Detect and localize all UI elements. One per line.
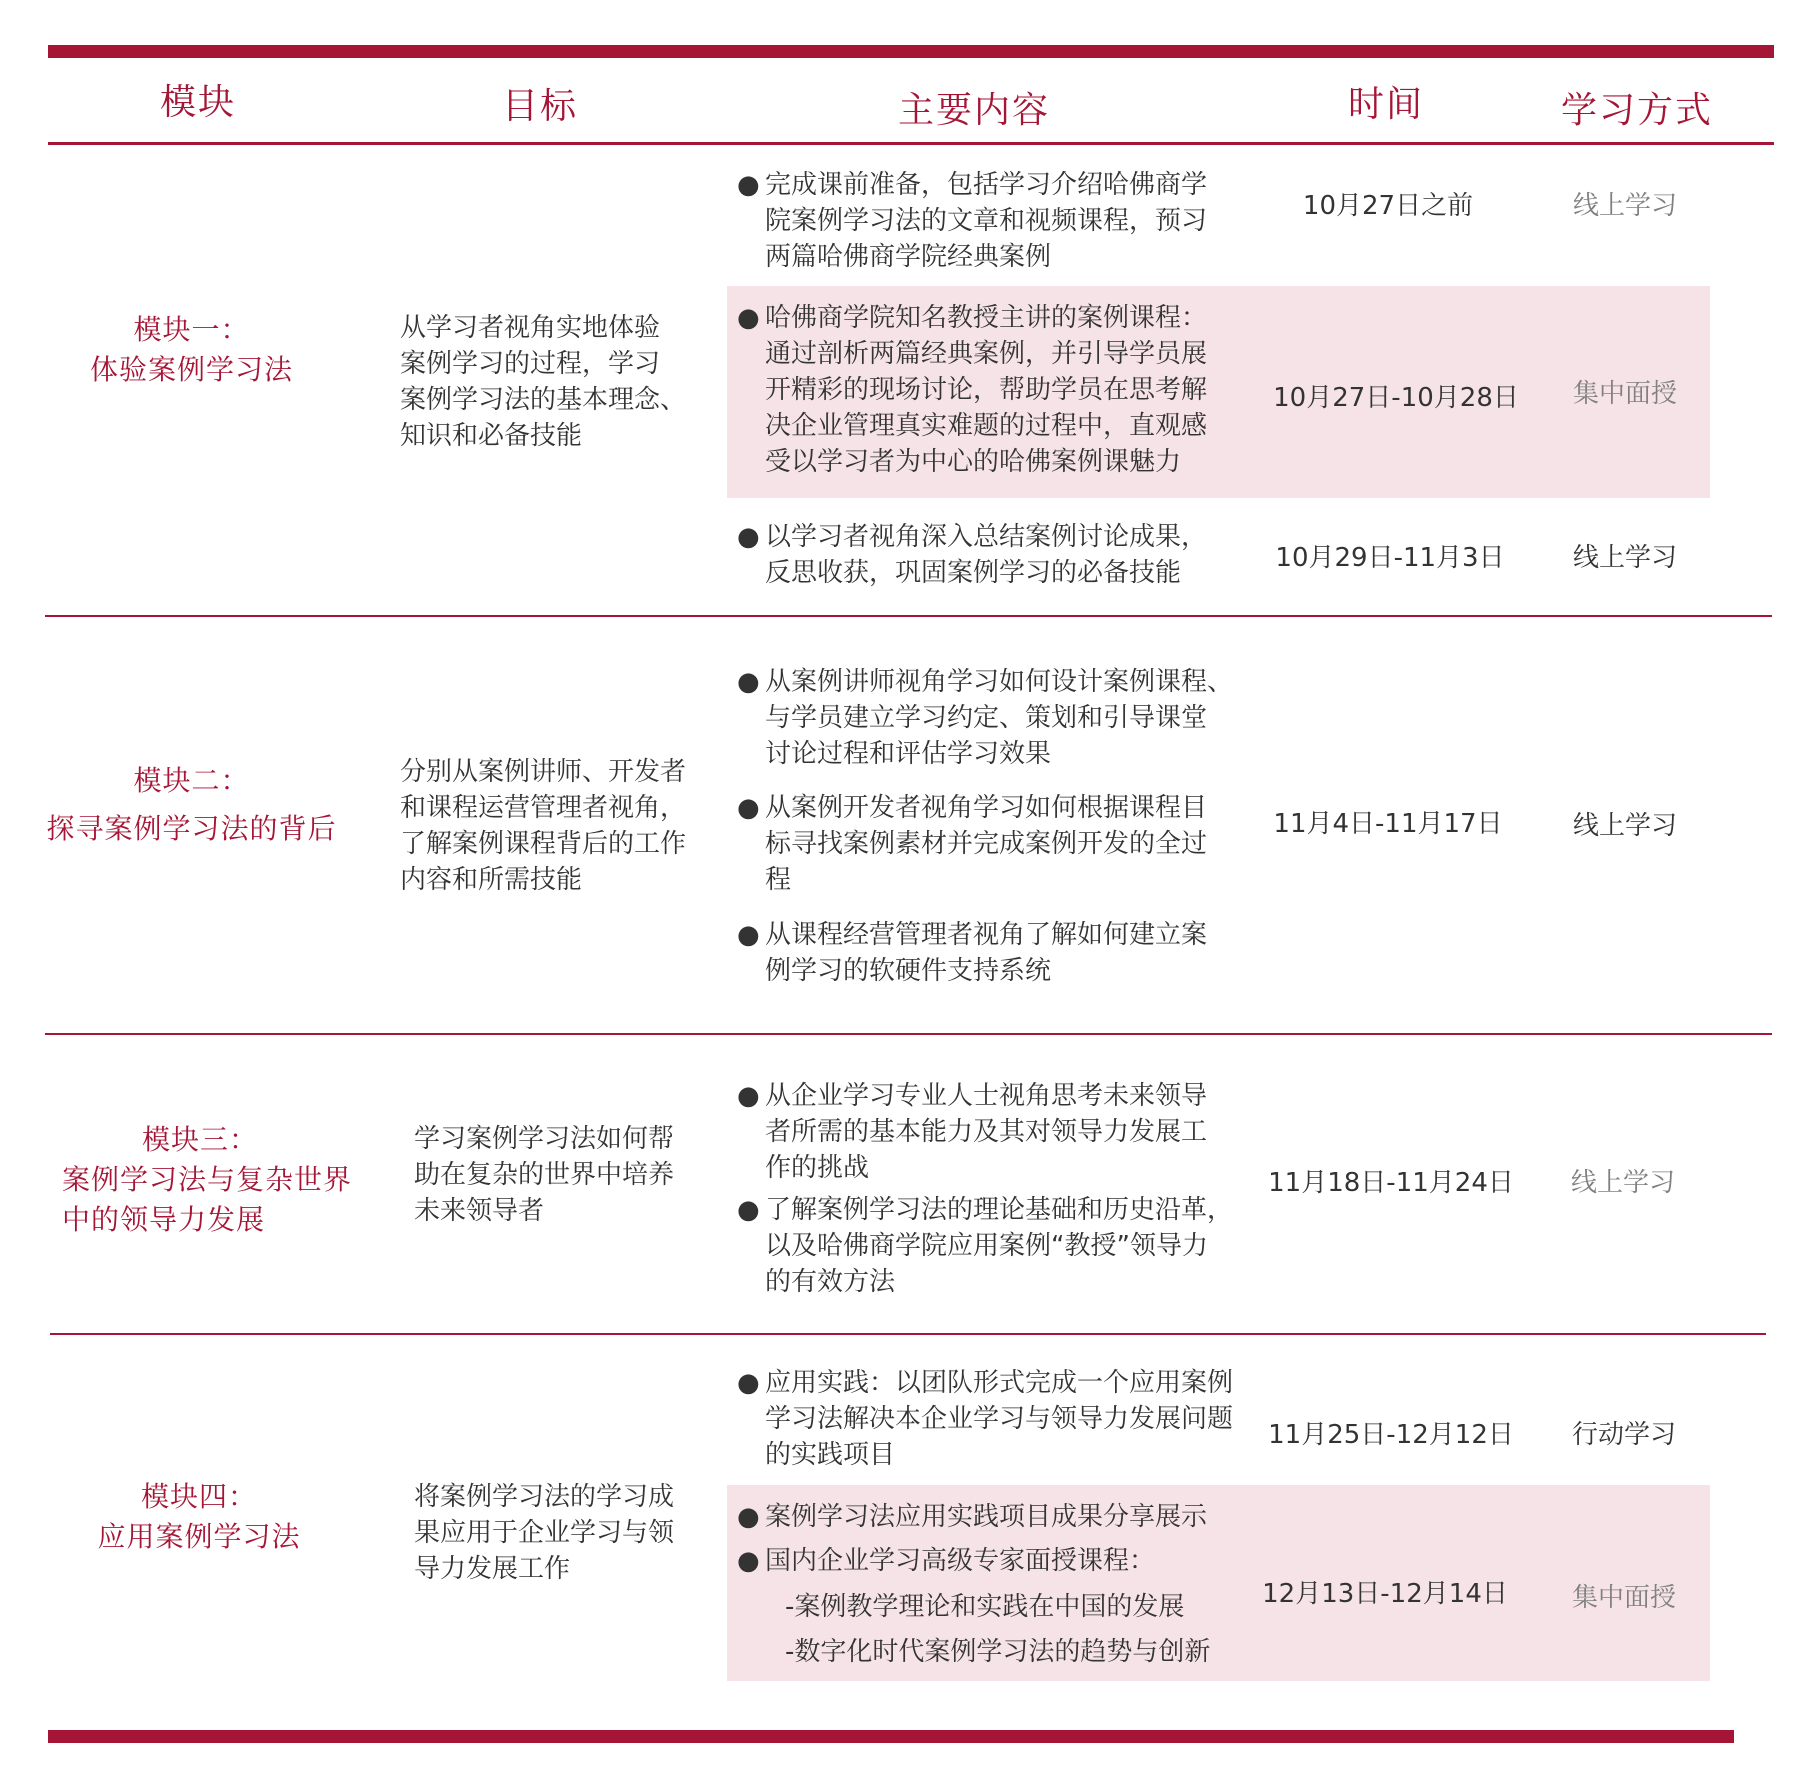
bullet-icon: ● [737, 667, 760, 697]
session-method: 线上学习 [1572, 811, 1677, 841]
content-item [737, 1078, 1207, 1186]
content-line: 完成课前准备，包括学习介绍哈佛商学 [765, 170, 1208, 200]
content-line: 标寻找案例素材并完成案例开发的全过 [765, 829, 1208, 859]
content-line: 程 [765, 865, 792, 895]
goal-line: 分别从案例讲师、开发者 [400, 757, 687, 787]
module-2-goal [400, 754, 686, 898]
content-item [737, 1499, 1207, 1535]
content-line: 决企业管理真实难题的过程中，直观感 [765, 411, 1208, 441]
module-1-goal [400, 310, 686, 454]
content-line: 案例学习法应用实践项目成果分享展示 [765, 1502, 1208, 1532]
session-method: 线上学习 [1572, 191, 1677, 221]
module-title-line: 探寻案例学习法的背后 [46, 812, 337, 845]
bullet-icon: ● [737, 920, 760, 950]
module-title-line: 体验案例学习法 [89, 353, 293, 386]
bullet-icon: ● [737, 1195, 760, 1225]
goal-line: 案例学习法的基本理念、 [400, 385, 687, 415]
content-line: 从企业学习专业人士视角思考未来领导 [765, 1081, 1208, 1111]
session-method: 线上学习 [1572, 543, 1677, 573]
goal-line: 将案例学习法的学习成 [414, 1482, 675, 1512]
goal-line: 内容和所需技能 [400, 865, 583, 895]
content-item [737, 1365, 1233, 1473]
content-subitem: -案例教学理论和实践在中国的发展 [785, 1592, 1185, 1622]
content-item [737, 917, 1207, 989]
content-line: 作的挑战 [765, 1153, 870, 1183]
bullet-icon: ● [737, 303, 760, 333]
content-line: 以及哈佛商学院应用案例“教授”领导力 [765, 1231, 1208, 1261]
module-3-goal [414, 1121, 674, 1229]
session-method: 线上学习 [1570, 1168, 1675, 1198]
bullet-icon: ● [737, 1368, 760, 1398]
session-method: 行动学习 [1571, 1420, 1676, 1450]
header-goal: 目标 [502, 86, 579, 127]
session-time: 10月27日-10月28日 [1273, 383, 1519, 413]
content-line: 与学员建立学习约定、策划和引导课堂 [765, 703, 1208, 733]
module-title-line: 模块一： [133, 313, 250, 346]
content-line: 通过剖析两篇经典案例，并引导学员展 [765, 339, 1208, 369]
header-module: 模块 [160, 82, 237, 123]
session-time: 10月29日-11月3日 [1275, 543, 1505, 573]
content-item [737, 1192, 1233, 1300]
content-line: 应用实践：以团队形式完成一个应用案例 [765, 1368, 1234, 1398]
bullet-icon: ● [737, 1546, 760, 1576]
goal-line: 和课程运营管理者视角， [400, 793, 687, 823]
content-item [737, 664, 1233, 772]
content-item [737, 519, 1207, 591]
goal-line: 导力发展工作 [414, 1554, 571, 1584]
module-2-title [0, 761, 383, 849]
goal-line: 未来领导者 [414, 1196, 545, 1226]
bullet-icon: ● [737, 1502, 760, 1532]
module-title-line: 模块三： [142, 1123, 259, 1156]
session-time: 10月27日之前 [1302, 191, 1474, 221]
bullet-icon: ● [737, 522, 760, 552]
module-title-line: 案例学习法与复杂世界 [62, 1163, 353, 1196]
module-title-line: 应用案例学习法 [97, 1520, 301, 1553]
session-time: 11月4日-11月17日 [1273, 809, 1503, 839]
content-line: 两篇哈佛商学院经典案例 [765, 242, 1052, 272]
session-method: 集中面授 [1572, 379, 1677, 409]
module-title-line: 模块四： [140, 1480, 257, 1513]
session-time: 12月13日-12月14日 [1262, 1579, 1508, 1609]
content-line: 了解案例学习法的理论基础和历史沿革， [765, 1195, 1234, 1225]
bullet-icon: ● [737, 1081, 760, 1111]
header-time: 时间 [1348, 84, 1425, 125]
goal-line: 知识和必备技能 [400, 421, 583, 451]
content-line: 受以学习者为中心的哈佛案例课魅力 [765, 447, 1182, 477]
row-divider-1 [45, 615, 1772, 617]
content-line: 学习法解决本企业学习与领导力发展问题 [765, 1404, 1234, 1434]
content-subitem: -数字化时代案例学习法的趋势与创新 [785, 1637, 1211, 1667]
content-line: 以学习者视角深入总结案例讨论成果， [765, 522, 1208, 552]
module-title-line: 模块二： [133, 764, 250, 797]
module-1-title [0, 310, 383, 390]
goal-line: 了解案例课程背后的工作 [400, 829, 687, 859]
content-line: 的实践项目 [765, 1440, 896, 1470]
bullet-icon: ● [737, 170, 760, 200]
content-line: 者所需的基本能力及其对领导力发展工 [765, 1117, 1208, 1147]
content-line: 的有效方法 [765, 1267, 896, 1297]
content-line: 例学习的软硬件支持系统 [765, 956, 1052, 986]
goal-line: 案例学习的过程，学习 [400, 349, 661, 379]
goal-line: 学习案例学习法如何帮 [414, 1124, 675, 1154]
module-4-title [0, 1477, 398, 1557]
module-3-title [62, 1120, 362, 1240]
content-item [737, 790, 1207, 898]
content-line: 国内企业学习高级专家面授课程： [765, 1546, 1156, 1576]
header-content: 主要内容 [898, 90, 1051, 131]
content-line: 开精彩的现场讨论，帮助学员在思考解 [765, 375, 1208, 405]
content-line: 院案例学习法的文章和视频课程，预习 [765, 206, 1208, 236]
content-line: 从案例讲师视角学习如何设计案例课程、 [765, 667, 1234, 697]
goal-line: 从学习者视角实地体验 [400, 313, 661, 343]
module-4-goal [414, 1479, 674, 1587]
content-item [737, 300, 1207, 480]
content-line: 讨论过程和评估学习效果 [765, 739, 1052, 769]
row-divider-2 [45, 1033, 1772, 1035]
content-item [737, 1543, 1155, 1579]
session-time: 11月18日-11月24日 [1268, 1168, 1514, 1198]
content-line: 从课程经营管理者视角了解如何建立案 [765, 920, 1208, 950]
module-title-line: 中的领导力发展 [62, 1203, 266, 1236]
bottom-bar [48, 1730, 1734, 1743]
content-line: 从案例开发者视角学习如何根据课程目 [765, 793, 1208, 823]
content-line: 哈佛商学院知名教授主讲的案例课程： [765, 303, 1208, 333]
header-divider [48, 142, 1774, 145]
content-item [737, 167, 1207, 275]
header-method: 学习方式 [1561, 90, 1714, 131]
row-divider-3 [50, 1333, 1766, 1335]
session-method: 集中面授 [1571, 1583, 1676, 1613]
goal-line: 果应用于企业学习与领 [414, 1518, 675, 1548]
content-line: 反思收获，巩固案例学习的必备技能 [765, 558, 1182, 588]
session-time: 11月25日-12月12日 [1268, 1420, 1514, 1450]
top-bar [48, 45, 1774, 58]
goal-line: 助在复杂的世界中培养 [414, 1160, 675, 1190]
bullet-icon: ● [737, 793, 760, 823]
